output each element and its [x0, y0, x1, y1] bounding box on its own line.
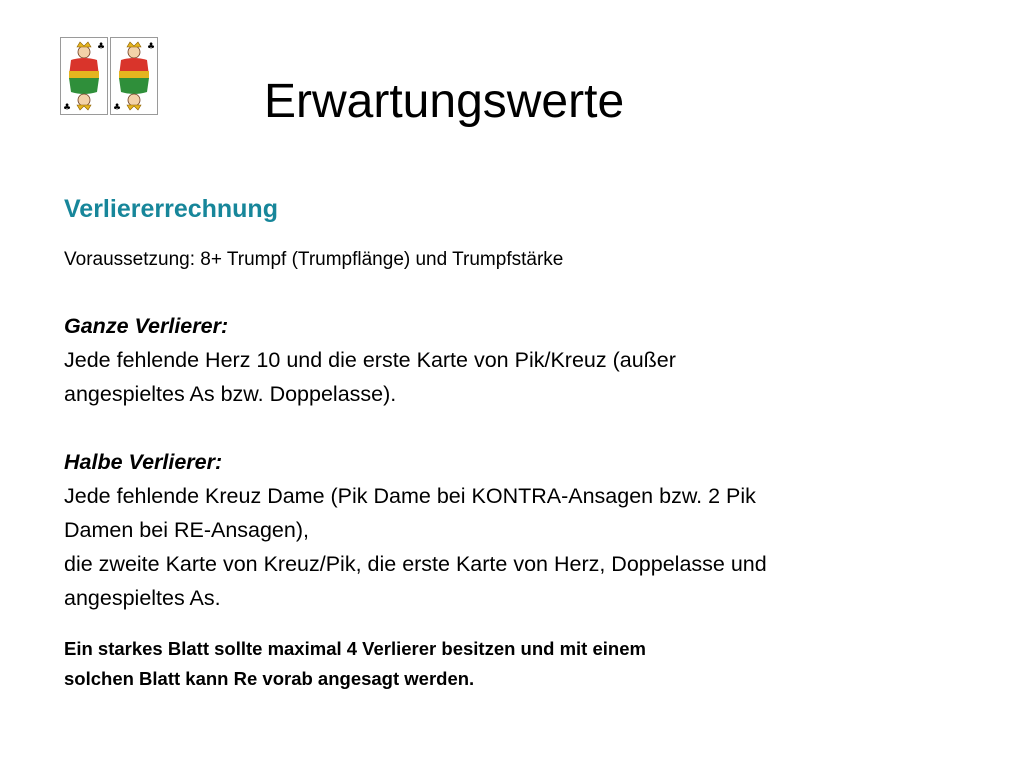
paragraph-spacer [64, 411, 944, 445]
svg-text:♣: ♣ [96, 42, 106, 52]
conclusion-line: Ein starkes Blatt sollte maximal 4 Verlierer besitzen und mit einem [64, 638, 646, 659]
half-losers-line: die zweite Karte von Kreuz/Pik, die erste Karte von Herz, Doppelasse und [64, 552, 767, 576]
whole-losers-line: angespieltes As bzw. Doppelasse). [64, 382, 397, 406]
half-losers-heading: Halbe Verlierer: [64, 450, 223, 474]
conclusion-text [64, 634, 646, 694]
svg-text:♣: ♣ [112, 103, 122, 113]
loser-rules [64, 309, 944, 615]
slide-title: Erwartungswerte [264, 75, 625, 128]
conclusion-line: solchen Blatt kann Re vorab angesagt werden. [64, 668, 475, 689]
section-subtitle: Verliererrechnung [64, 195, 278, 223]
queen-of-clubs-card-icon [110, 37, 158, 115]
half-losers-line: Jede fehlende Kreuz Dame (Pik Dame bei KONTRA-Ansagen bzw. 2 Pik [64, 484, 756, 508]
queen-of-clubs-card-icon [60, 37, 108, 115]
half-losers-line: angespieltes As. [64, 586, 221, 610]
whole-losers-line: Jede fehlende Herz 10 und die erste Karte von Pik/Kreuz (außer [64, 348, 676, 372]
whole-losers-heading: Ganze Verlierer: [64, 314, 229, 338]
svg-text:♣: ♣ [146, 42, 156, 52]
svg-text:♣: ♣ [62, 103, 72, 113]
half-losers-line: Damen bei RE-Ansagen), [64, 518, 309, 542]
prerequisite-text: Voraussetzung: 8+ Trumpf (Trumpflänge) und Trumpfstärke [64, 249, 564, 270]
doppelkopf-cards-logo [60, 37, 160, 115]
